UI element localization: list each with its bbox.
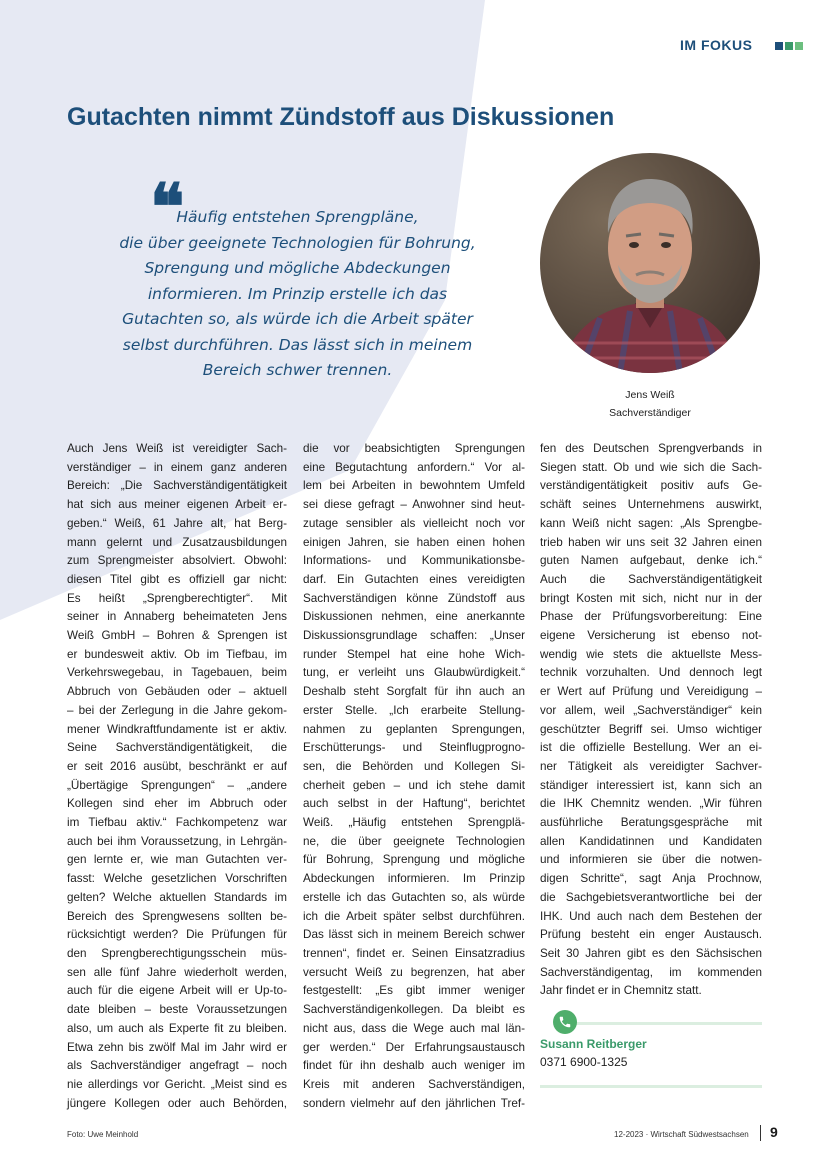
pull-quote-line: informieren. Im Prinzip erstelle ich das [147,284,448,303]
pull-quote [95,205,500,384]
text-line: nie allerdings vor Gericht. „Meist sind es [67,1077,287,1091]
text-line: Kreis mit anderen Sachverständigen, [303,1077,525,1091]
text-line: lem bei Arbeiten in bewohntem Umfeld [303,479,525,493]
article-column-1 [67,440,287,1113]
text-line: Weiß GmbH – Bohren & Sprengen ist [67,629,287,643]
text-line: er seit 2016 ausübt, beschränkt er auf [67,759,287,773]
text-line: Auch Jens Weiß ist vereidigter Sach- [67,442,287,455]
text-line: die IHK Chemnitz wenden. „Wir führen [540,797,762,811]
text-line: er bundesweit aktiv. Ob im Tiefbau, im [67,647,287,661]
text-line: die Sachgebietsverantwortliche bei der [540,890,762,904]
text-line: erstelle ich das Gutachten so, als würde [303,890,525,904]
text-line: zutage sensibler als vielleicht noch vor [303,516,525,530]
text-line: hat sich aus meiner eigenen Arbeit er- [67,498,287,512]
text-line: auch bei ihm Voraussetzung, in Lehrgän- [67,834,287,848]
text-line: Sachverständigenkollegen. Da bleibt es [303,1003,525,1017]
text-line: runder Stempel hat eine hohe Wich- [303,647,525,661]
text-line: geschützter Begriff sei. Umso wichtiger [540,722,762,736]
text-line: darf. Ein Gutachten eines vereidigten [303,572,525,586]
quotation-mark-icon: ❝ [150,170,185,245]
text-line: trennen“, findet er. Seinen Einsatzradius [303,946,525,960]
text-line: sen alle fünf Jahre wiederholt werden, [67,965,287,979]
text-line: ger werden.“ Der Erfahrungsaustausch [303,1040,525,1054]
text-line: festgestellt: „Es gibt immer weniger [303,984,525,998]
text-line: trieb haben wir uns seit 32 Jahren einen [540,535,762,549]
text-line: ist die offizielle Bestellung. Wer an ei- [540,741,762,755]
text-line: Weiß. „Häufig entstehen Sprengplä- [303,816,525,830]
pull-quote-line: Bereich schwer trennen. [202,361,393,379]
text-line: die vor beabsichtigten Sprengungen [303,442,525,455]
portrait-role: Sachverständiger [609,407,691,419]
text-line: Informations- und Kommunikationsbe- [303,554,525,568]
text-line: kann Weiß nicht sagen: „Als Sprengbe- [540,516,762,530]
text-line: gen lernte er, wie man Gutachten ver- [67,853,287,867]
text-line: Abbruch von Gebäuden oder – aktuell [67,685,287,699]
text-line: auch selbst in der Haftung“, berichtet [303,797,525,811]
text-line: Etwa zehn bis zwölf Mal im Jahr wird er [67,1040,287,1054]
text-line: als Sachverständiger angefragt – noch [67,1059,287,1073]
text-line: guten Namen aufgebaut, denke ich.“ [540,554,762,568]
text-line: Sachverständigen könne Zündstoff aus [303,591,525,605]
accent-square-blue [775,42,783,50]
text-line: sei diese gefragt – Anwohner sind heut- [303,498,525,512]
section-accent-squares [775,42,803,50]
portrait-caption [560,386,740,422]
text-line: Auch die Sachverständigentätigkeit [540,572,762,586]
pull-quote-line: die über geeignete Technologien für Bohrung, [119,233,476,252]
article-column-2 [303,440,525,1113]
text-line: eigene Versicherung ist ebenso not- [540,629,762,643]
text-line: und informieren sie über die notwen- [540,853,762,867]
text-line: cherheit geben – und ich stehe damit [303,778,525,792]
text-line: schäft seines Unternehmens auswirkt, [540,498,762,512]
issue-label: 12-2023 · Wirtschaft Südwestsachsen [614,1130,749,1139]
text-line: Seine Sachverständigentätigkeit, die [67,741,287,755]
text-line: IHK. Und auch nach dem Bestehen der [540,909,762,923]
text-line: Erschütterungs- und Steinflugprogno- [303,741,525,755]
article-headline: Gutachten nimmt Zündstoff aus Diskussionen [67,103,615,131]
text-line: nicht aus, dass die Wege auch mal län- [303,1021,525,1035]
text-line: nahmen zu geplanten Sprengungen, [303,722,525,736]
text-line: Deshalb steht Sorgfalt für ihn auch an [303,685,525,699]
text-line: Es heißt „Sprengberechtigter“. Mit [67,591,287,605]
text-line: Verkehrswegebau, in Tagebauen, beim [67,666,287,680]
portrait-photo [540,153,760,373]
text-line: – bei der Zerlegung in die Jahre gekom- [67,703,287,717]
text-line: sondern vielmehr auf den jährlichen Tref- [303,1096,525,1110]
text-line: tung, er verleiht uns Glaubwürdigkeit.“ [303,666,525,680]
section-label: IM FOKUS [680,37,753,53]
text-line: auch für die eigene Arbeit will er Up-to- [67,984,287,998]
text-line: Phase der Prüfungsvorbereitung: Eine [540,610,762,624]
text-line: im Tiefbau aktiv.“ Fachkompetenz war [67,816,287,830]
text-line: erster Stelle. „Ich erarbeite Stellung- [303,703,525,717]
photo-credit: Foto: Uwe Meinhold [67,1130,139,1139]
text-line: Seit 30 Jahren gibt es den Sächsischen [540,946,762,960]
text-line: ne, die über geeignete Technologien [303,834,525,848]
text-line: einigen Jahren, sie haben einen hohen [303,535,525,549]
text-line: den Sprengberechtigungsschein müs- [67,946,287,960]
text-line: mener Windkraftfundamente ist er aktiv. [67,722,287,736]
text-line: vor allem, weil „Sachverständiger“ kein [540,703,762,717]
text-line: diesen Titel gibt es offiziell gar nicht: [67,572,287,586]
contact-phone[interactable]: 0371 6900-1325 [540,1055,628,1069]
text-line: Diskussionen nehmen, eine anerkannte [303,610,525,624]
text-line: ner Tätigkeit als vereidigter Sachver- [540,759,762,773]
text-line: bringt Kosten mit sich, nicht nur in der [540,591,762,605]
text-line: sen, die Behörden und Kollegen Si- [303,759,525,773]
contact-name: Susann Reitberger [540,1037,647,1051]
text-line: zum Sprengmeister absolviert. Obwohl: [67,554,287,568]
text-line: Bereich des Sprengwesens sollten be- [67,909,287,923]
contact-box [540,1010,762,1088]
text-line: Sachverständigentag, im kommenden [540,965,762,979]
text-line: Diskussionsgrundlage schaffen: „Unser [303,629,525,643]
text-line: also, um auch als Experte fit zu bleiben. [67,1021,287,1035]
text-line: ausführliche Beratungsgespräche mit [540,816,762,830]
text-line: er Wert auf Prüfung und Vereidigung – [540,685,762,699]
text-line: Bereich: „Die Sachverständigentätigkeit [67,479,287,493]
text-line: Jahr findet er in Chemnitz statt. [540,984,702,998]
text-line: Prüfung besteht ein enger Austausch. [540,928,762,942]
text-line: seiner in Annaberg beheimateten Jens [67,610,287,624]
pull-quote-line: Häufig entstehen Sprengpläne, [176,208,419,226]
text-line: rücksichtigt werden? Die Prüfungen für [67,928,287,942]
text-line: date bleiben – beste Voraussetzungen [67,1003,287,1017]
accent-square-green [785,42,793,50]
pull-quote-line: Sprengung und mögliche Abdeckungen [144,259,451,277]
text-line: Siegen statt. Ob und wie sich die Sach- [540,460,762,474]
text-line: ich die Arbeit später selbst durchführen. [303,909,525,923]
text-line: Das lässt sich in meinem Bereich schwer [303,928,525,942]
text-line: wendig wie stets die aktuellste Mess- [540,647,762,661]
text-line: technik vorzuhalten. Und dennoch legt [540,666,762,680]
accent-square-light-green [795,42,803,50]
contact-divider-bottom [540,1085,762,1088]
text-line: verständigentätigkeit positiv aufs Ge- [540,479,762,493]
text-line: verständiger – in einem ganz anderen [67,460,287,474]
text-line: fen des Deutschen Sprengverbands in [540,442,762,455]
text-line: jüngere Kollegen oder auch Behörden, [67,1096,287,1110]
text-line: ständiger interessiert ist, kann sich an [540,778,762,792]
pull-quote-line: selbst durchführen. Das lässt sich in meinem [122,335,473,354]
text-line: versucht Weiß zu begrenzen, hat aber [303,965,525,979]
phone-icon [553,1010,577,1034]
text-line: allen Kandidatinnen und Kandidaten [540,834,762,848]
text-line: findet für ihn deshalb auch weniger im [303,1059,525,1073]
portrait-name: Jens Weiß [625,389,675,401]
page-number: 9 [770,1124,778,1140]
text-line: digen Schritte“, sagt Anja Prochnow, [540,872,762,886]
text-line: Abdeckungen informieren. Im Prinzip [303,872,525,886]
footer-separator [760,1125,761,1141]
text-line: eine Begutachtung anfordern.“ Vor al- [303,460,525,474]
pull-quote-line: Gutachten so, als würde ich die Arbeit später [122,310,473,328]
text-line: mann gelernt und Zusatzausbildungen [67,535,287,549]
contact-divider [560,1022,762,1025]
text-line: für Bohrung, Sprengung und mögliche [303,853,525,867]
text-line: „Übertägige Sprengungen“ – „andere [67,778,287,792]
text-line: geben.“ Weiß, 61 Jahre alt, hat Berg- [67,516,287,530]
text-line: gelten? Welche aktuellen Standards im [67,890,287,904]
text-line: fasst: Welche gesetzlichen Vorschriften [67,872,287,886]
text-line: Kollegen sind eher im Abbruch oder [67,797,287,811]
article-column-3 [540,440,762,1001]
